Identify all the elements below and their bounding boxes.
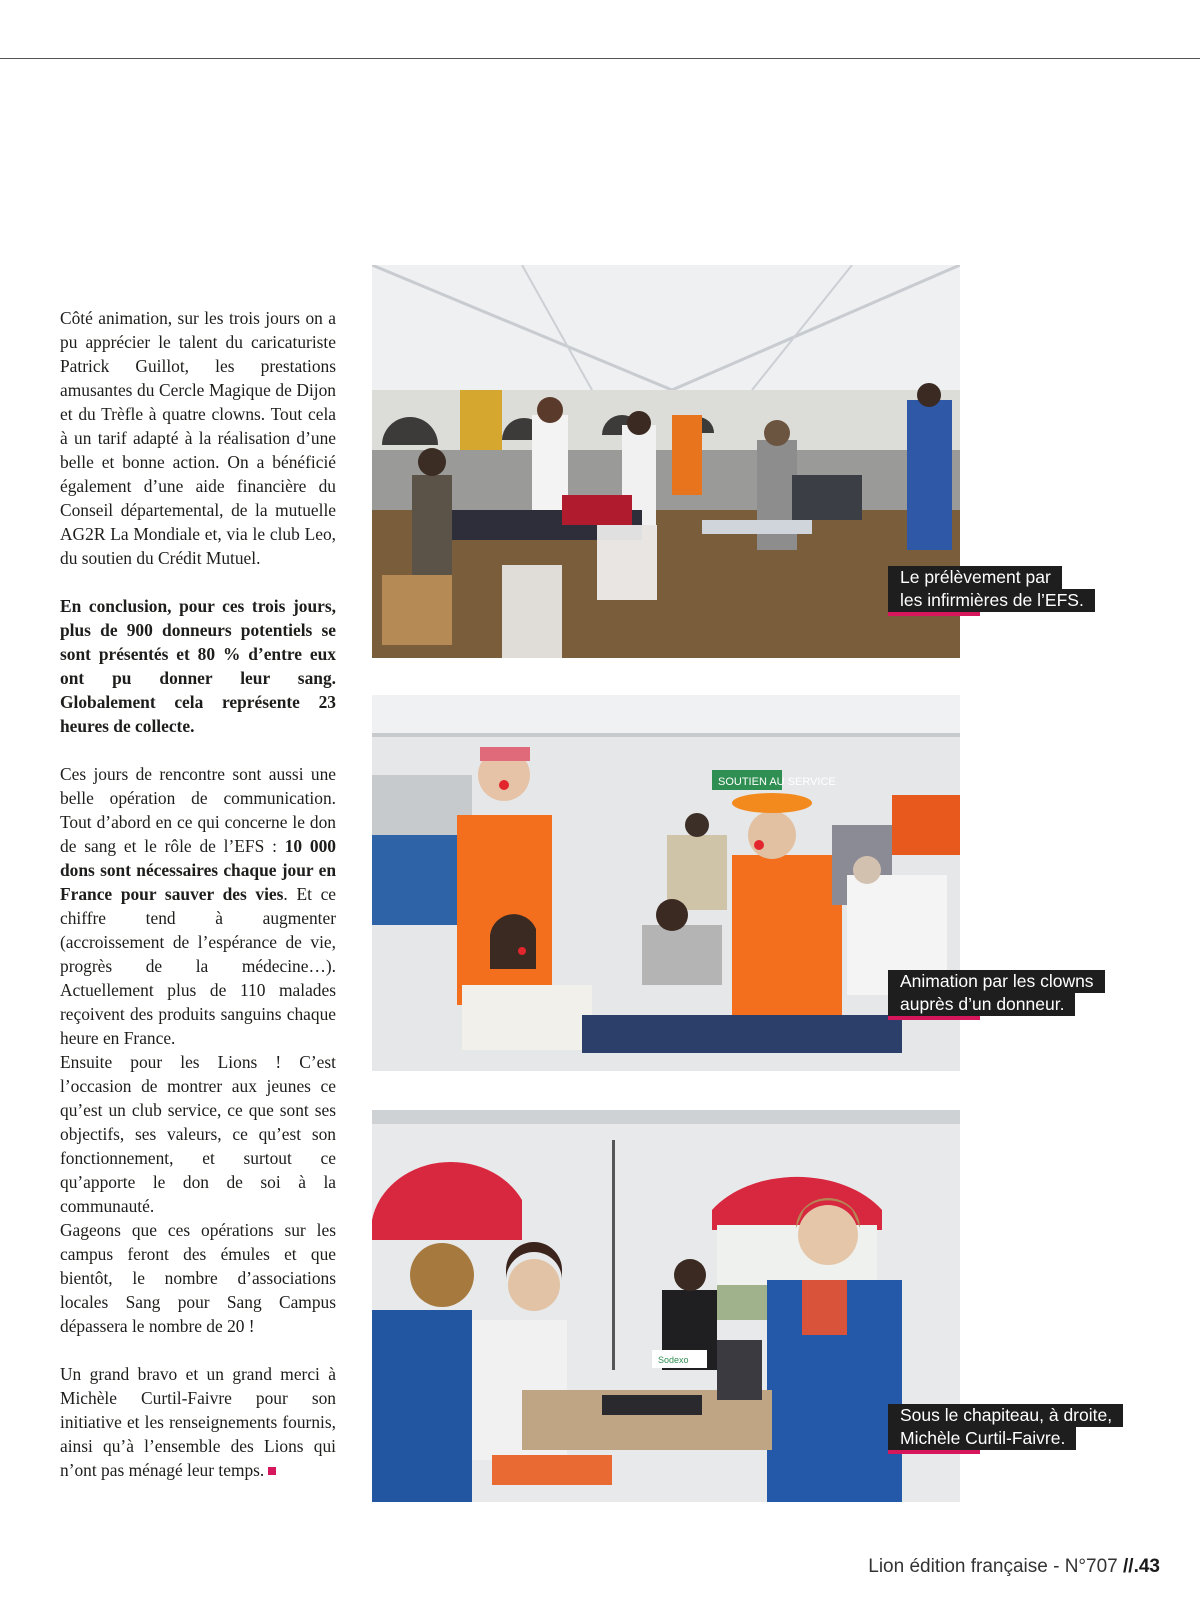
paragraph-thanks (60, 1362, 336, 1482)
photo-clowns-image (372, 695, 960, 1071)
caption-blood-donation-line1: Le prélèvement par (888, 566, 1062, 589)
footer-separator: // (1123, 1556, 1134, 1577)
paragraph-lions: Ensuite pour les Lions ! C’est l’occasion de montrer aux jeunes ce qu’est un club service, ce que sont ses objectifs, ses valeurs, ce qu’est son fonctionnement, et surtout ce qu’apporte le don de soi à la communauté. (60, 1052, 336, 1216)
conclusion-bold: En conclusion, pour ces trois jours, plus de 900 donneurs potentiels se sont présentés et 80 % d’entre eux ont pu donner leur sang. Globalement cela représente 23 heures de collecte. (60, 596, 336, 736)
caption-accent-bar (888, 1450, 980, 1454)
paragraph-conclusion (60, 594, 336, 738)
photo-blood-donation-image (372, 265, 960, 658)
photo-sign-text: SOUTIEN AU SERVICE (718, 776, 836, 788)
photo-reception (372, 1110, 960, 1502)
caption-blood-donation-line2: les infirmières de l’EFS. (888, 589, 1095, 612)
end-mark-icon (268, 1467, 276, 1475)
paragraph-campus: Gageons que ces opérations sur les campus feront des émules et que bientôt, le nombre d’associations locales Sang pour Sang Campus dépassera le nombre de 20 ! (60, 1220, 336, 1336)
caption-clowns-line2: auprès d’un donneur. (888, 993, 1075, 1016)
photo-clowns (372, 695, 960, 1071)
caption-reception (888, 1404, 1123, 1454)
page-footer (868, 1556, 1160, 1578)
publication-name: Lion édition française - N°707 (868, 1556, 1118, 1577)
caption-clowns-line1: Animation par les clowns (888, 970, 1105, 993)
caption-accent-bar (888, 1016, 980, 1020)
page-number: .43 (1133, 1556, 1160, 1577)
caption-blood-donation (888, 566, 1095, 616)
communication-bold: 10 000 dons sont nécessaires chaque jour en France pour sauver des vies (60, 836, 337, 904)
caption-reception-line2: Michèle Curtil-Faivre. (888, 1427, 1076, 1450)
paragraph-animation: Côté animation, sur les trois jours on a pu apprécier le talent du caricaturiste Patrick Guillot, les prestations amusantes du Cercle Magique de Dijon et du Trèfle à quatre clowns. Tout cela à un tarif adapté à la réalisation d’une belle et bonne action. On a bénéficié également d’une aide financière du Conseil départemental, de la mutuelle AG2R La Mondiale et, via le club Leo, du soutien du Crédit Mutuel. (60, 308, 336, 568)
communication-rest: . Et ce chiffre tend à augmenter (accroissement de l’espérance de vie, progrès de la médecine…). Actuellement plus de 110 malades reçoivent des produits sanguins chaque heure en France. (60, 884, 337, 1048)
caption-accent-bar (888, 612, 980, 616)
article-body (60, 306, 336, 1482)
photo-reception-image (372, 1110, 960, 1502)
communication-intro: Ces jours de rencontre sont aussi une belle opération de communication. Tout d’abord en ce qui concerne le don de sang et le rôle de l’EFS : (60, 764, 336, 856)
caption-reception-line1: Sous le chapiteau, à droite, (888, 1404, 1123, 1427)
caption-clowns (888, 970, 1105, 1020)
photo-blood-donation (372, 265, 960, 658)
paragraph-communication (60, 762, 336, 1050)
thanks-text: Un grand bravo et un grand merci à Michèle Curtil-Faivre pour son initiative et les renseignements fournis, ainsi qu’à l’ensemble des Lions qui n’ont pas ménagé leur temps. (60, 1364, 336, 1480)
top-rule (0, 58, 1200, 59)
photo-sign-sodexo: Sodexo (658, 1355, 689, 1365)
